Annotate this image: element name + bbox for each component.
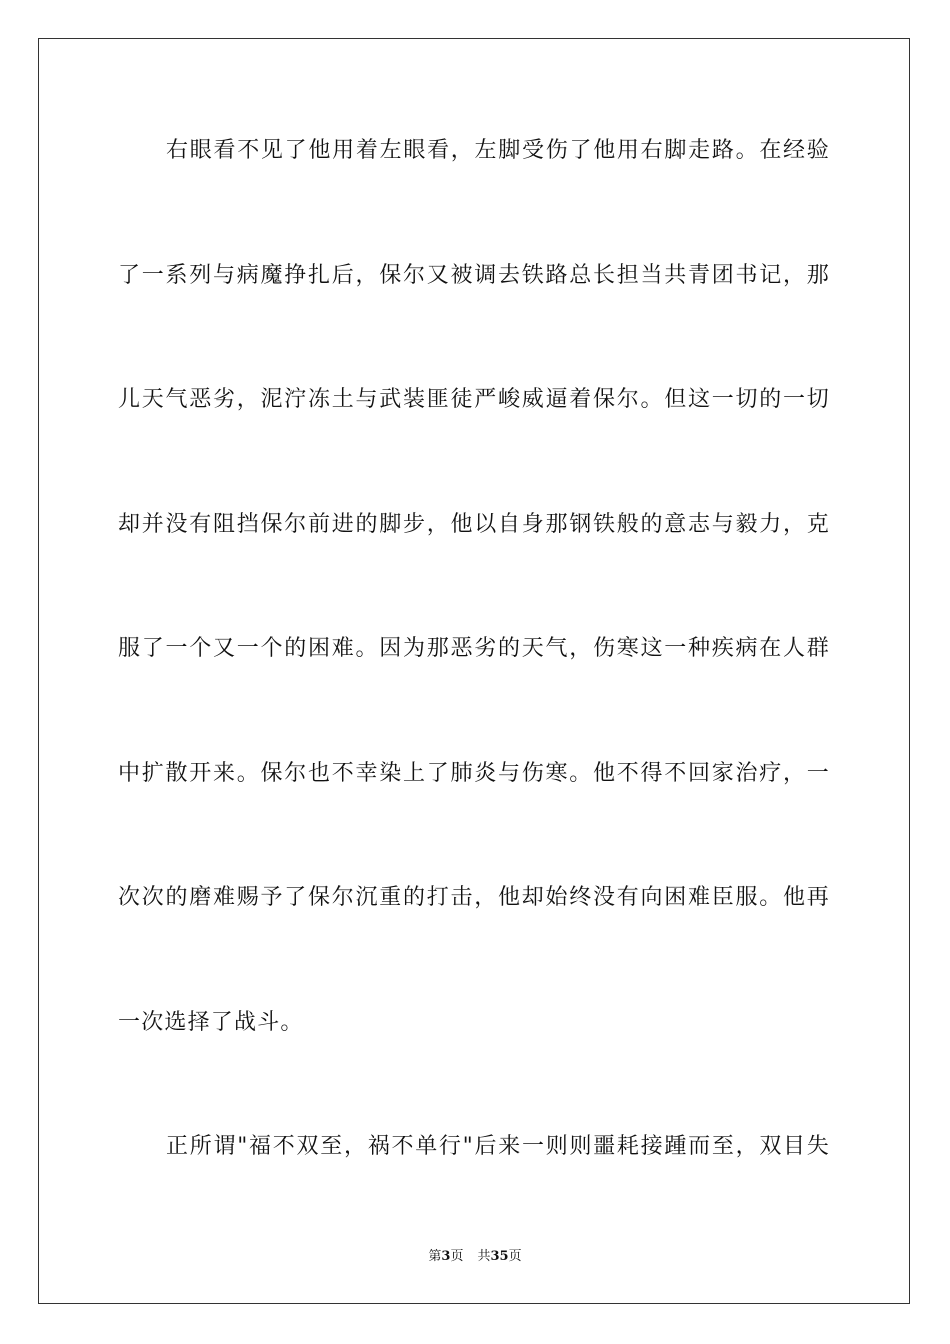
total-prefix: 共	[477, 1249, 491, 1264]
total-pages: 35	[490, 1249, 509, 1264]
page-footer	[0, 1248, 950, 1266]
paragraph-1-line-4: 却并没有阻挡保尔前进的脚步，他以自身那钢铁般的意志与毅力，克	[118, 512, 830, 537]
paragraph-1-line-6: 中扩散开来。保尔也不幸染上了肺炎与伤寒。他不得不回家治疗，一	[118, 761, 830, 786]
paragraph-1-line-2: 了一系列与病魔挣扎后，保尔又被调去铁路总长担当共青团书记，那	[118, 263, 830, 288]
paragraph-2-line-1: 正所谓"福不双至，祸不单行"后来一则则噩耗接踵而至，双目失	[166, 1134, 830, 1159]
total-suffix: 页	[508, 1249, 522, 1264]
paragraph-1-line-8: 一次选择了战斗。	[118, 1010, 304, 1035]
page-prefix: 第	[428, 1249, 442, 1264]
paragraph-1-line-7: 次次的磨难赐予了保尔沉重的打击，他却始终没有向困难臣服。他再	[118, 885, 830, 910]
page-number: 3	[441, 1249, 451, 1264]
paragraph-1-line-1: 右眼看不见了他用着左眼看，左脚受伤了他用右脚走路。在经验	[166, 138, 830, 163]
paragraph-1-line-5: 服了一个又一个的困难。因为那恶劣的天气，伤寒这一种疾病在人群	[118, 636, 830, 661]
page-border	[38, 38, 910, 1304]
paragraph-1-line-3: 儿天气恶劣，泥泞冻土与武装匪徒严峻威逼着保尔。但这一切的一切	[118, 387, 830, 412]
page-suffix: 页	[450, 1249, 464, 1264]
